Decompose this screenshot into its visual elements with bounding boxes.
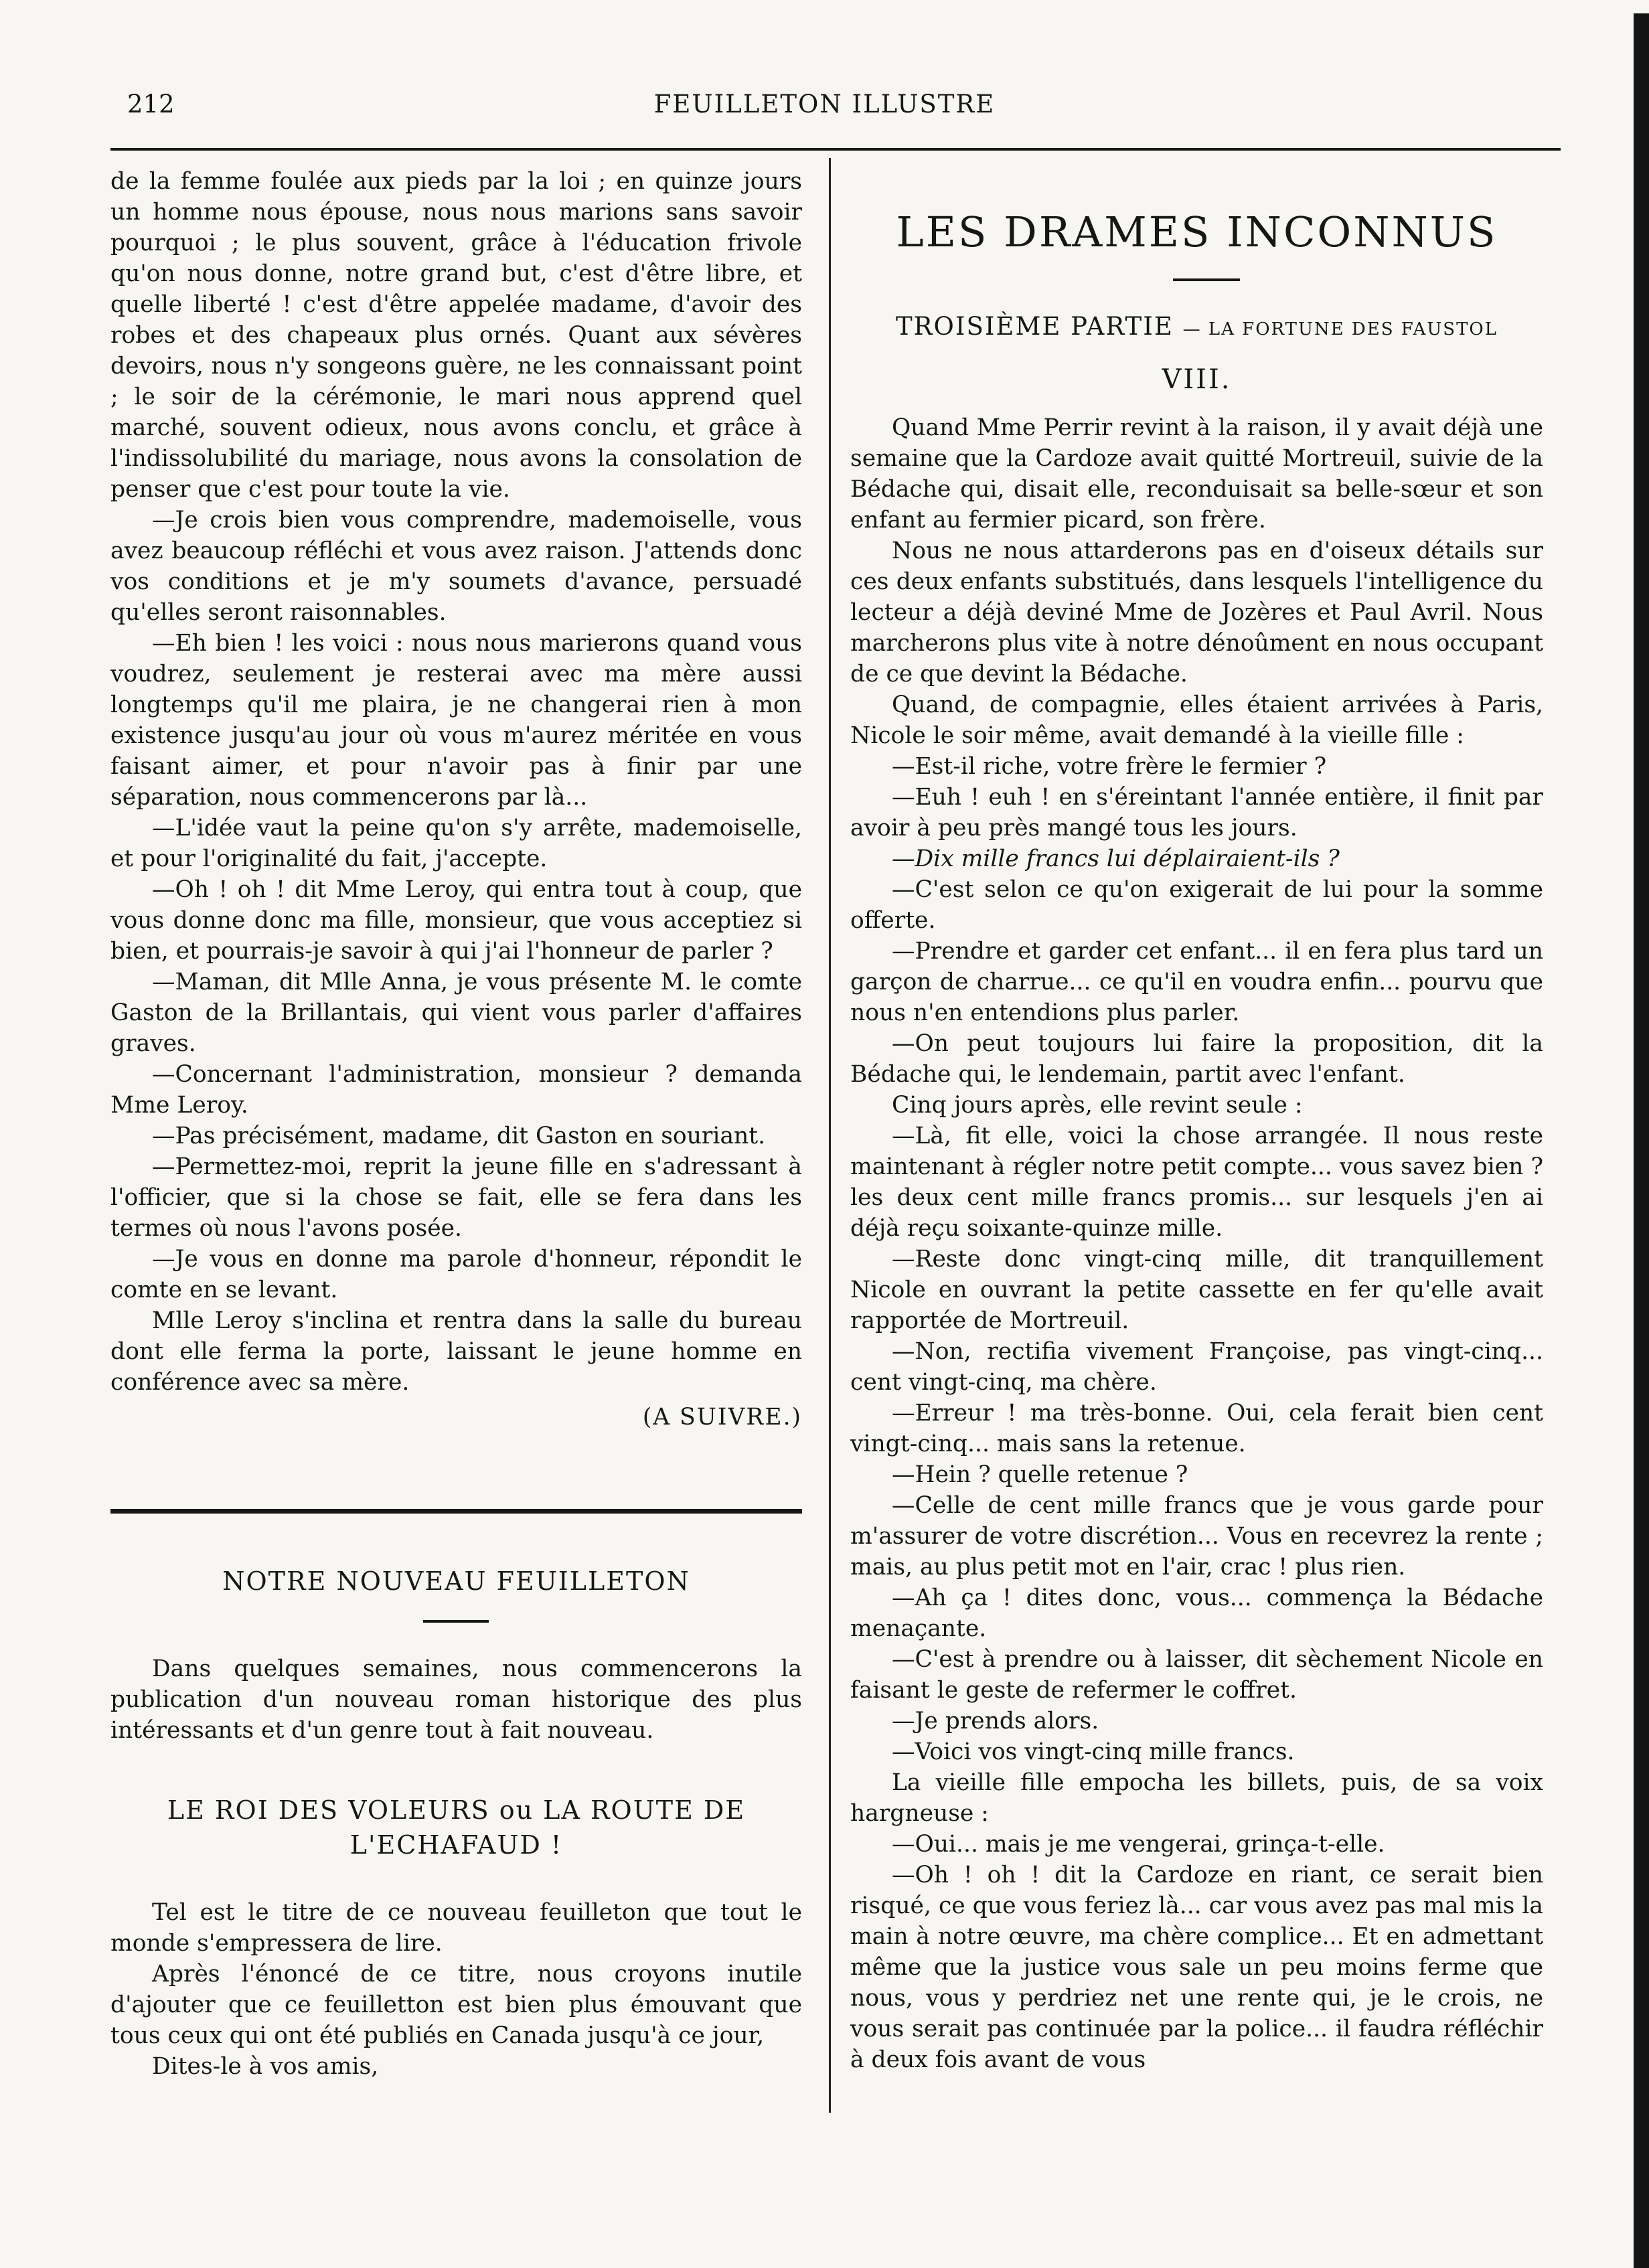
paragraph: —L'idée vaut la peine qu'on s'y arrête, mademoiselle, et pour l'originalité du fait, j'accepte. <box>110 815 802 872</box>
paragraph: Quand Mme Perrir revint à la raison, il y avait déjà une semaine que la Cardoze avait quitté Mortreuil, suivie de la Bédache qui, disait elle, reconduisait sa belle-sœur et son enfant au fermier picard, son frère. <box>850 414 1543 534</box>
paragraph: —Permettez-moi, reprit la jeune fille en s'adressant à l'officier, que si la chose se fait, elle se fera dans les termes où nous l'avons posée. <box>110 1153 802 1242</box>
paragraph: —Maman, dit Mlle Anna, je vous présente M. le comte Gaston de la Brillantais, qui vient vous parler d'affaires graves. <box>110 969 802 1057</box>
notice-title: NOTRE NOUVEAU FEUILLETON <box>222 1566 690 1596</box>
notice-top-rule <box>110 1509 802 1514</box>
page-number: 212 <box>127 90 175 118</box>
left-column-text <box>110 166 802 1433</box>
paragraph: de la femme foulée aux pieds par la loi ; en quinze jours un homme nous épouse, nous nous marions sans savoir pourquoi ; le plus souvent, grâce à l'éducation frivole qu'on nous donne, notre grand but, c'est d'être libre, et quelle liberté ! c'est d'être appelée madame, d'avoir des robes et des chapeaux plus ornés. Quant aux sévères devoirs, nous n'y songeons guère, ne les connaissant point ; le soir de la cérémonie, le mari nous apprend quel marché, souvent odieux, nous avons conclu, et grâce à l'indissolubilité du mariage, nous avons la consolation de penser que c'est pour toute la vie. <box>110 168 802 503</box>
paragraph: —Oui... mais je me vengerai, grinça-t-elle. <box>892 1831 1385 1858</box>
paragraph: —Hein ? quelle retenue ? <box>892 1461 1188 1488</box>
paragraph: —Pas précisément, madame, dit Gaston en souriant. <box>152 1123 766 1149</box>
story-title: LES DRAMES INCONNUS <box>896 208 1498 256</box>
paragraph: —On peut toujours lui faire la proposition, dit la Bédache qui, le lendemain, partit avec l'enfant. <box>850 1030 1543 1088</box>
column-divider <box>829 158 831 2113</box>
paragraph: —Concernant l'administration, monsieur ? demanda Mme Leroy. <box>110 1061 802 1119</box>
paragraph: Nous ne nous attarderons pas en d'oiseux détails sur ces deux enfants substitués, dans lesquels l'intelligence du lecteur a déjà deviné Mme de Jozères et Paul Avril. Nous marcherons plus vite à notre dénoûment en nous occupant de ce que devint la Bédache. <box>850 538 1543 687</box>
notice-title-rule <box>423 1620 489 1623</box>
paragraph: —Je crois bien vous comprendre, mademoiselle, vous avez beaucoup réfléchi et vous avez raison. J'attends donc vos conditions et je m'y soumets d'avance, persuadé qu'elles seront raisonnables. <box>110 507 802 626</box>
paragraph: —Non, rectifia vivement Françoise, pas vingt-cinq... cent vingt-cinq, ma chère. <box>850 1338 1543 1396</box>
paragraph: —Oh ! oh ! dit Mme Leroy, qui entra tout à coup, que vous donne donc ma fille, monsieur, que vous acceptiez si bien, et pourrais-je savoir à qui j'ai l'honneur de parler ? <box>110 876 802 965</box>
paragraph: —Prendre et garder cet enfant... il en fera plus tard un garçon de charrue... ce qu'il en voudra enfin... pourvu que nous n'en entendions plus parler. <box>850 938 1543 1026</box>
paragraph: —Euh ! euh ! en s'éreintant l'année entière, il finit par avoir à peu près mangé tous les jours. <box>850 784 1543 841</box>
chapter-number: VIII. <box>1162 364 1232 395</box>
notice-paragraph: Dites-le à vos amis, <box>152 2053 379 2080</box>
notice-paragraph: Après l'énoncé de ce titre, nous croyons inutile d'ajouter que ce feuilletton est bien plus émouvant que tous ceux qui ont été publiés en Canada jusqu'à ce jour, <box>110 1961 802 2049</box>
paragraph: —Là, fit elle, voici la chose arrangée. Il nous reste maintenant à régler notre petit compte... vous savez bien ? les deux cent mille francs promis... sur lesquels j'en ai déjà reçu soixante-quinze mille. <box>850 1123 1543 1242</box>
notice-intro: Dans quelques semaines, nous commencerons la publication d'un nouveau roman historique des plus intéressants et d'un genre tout à fait nouveau. <box>110 1655 802 1744</box>
notice-paragraph <box>110 1653 802 1746</box>
paragraph: —Oh ! oh ! dit la Cardoze en riant, ce serait bien risqué, ce que vous feriez là... car vous avez pas mal mis la main à notre œuvre, ma chère complice... Et en admettant même que la justice vous sale un peu moins ferme que nous, vous y perdriez net une rente qui, je le crois, ne vous serait pas continuée par la police... il faudra réfléchir à deux fois avant de vous <box>850 1862 1543 2073</box>
paragraph: —C'est à prendre ou à laisser, dit sèchement Nicole en faisant le geste de refermer le coffret. <box>850 1646 1543 1704</box>
running-head: FEUILLETON ILLUSTRE <box>653 90 996 118</box>
part-heading <box>850 312 1543 341</box>
story-title-rule <box>1173 278 1240 281</box>
paragraph: —Erreur ! ma très-bonne. Oui, cela ferait bien cent vingt-cinq... mais sans la retenue. <box>850 1400 1543 1457</box>
paragraph: La vieille fille empocha les billets, puis, de sa voix hargneuse : <box>850 1769 1543 1827</box>
header-rule <box>110 148 1561 151</box>
paragraph: —Eh bien ! les voici : nous nous marierons quand vous voudrez, seulement je resterai avec ma mère aussi longtemps qu'il me plaira, je ne changerai rien à mon existence jusqu'au jour où vous m'aurez méritée en vous faisant aimer, et pour n'avoir pas à finir par une séparation, nous commencerons par là... <box>110 630 802 811</box>
paragraph: —C'est selon ce qu'on exigerait de lui pour la somme offerte. <box>850 876 1543 934</box>
paragraph: —Ah ça ! dites donc, vous... commença la Bédache menaçante. <box>850 1585 1543 1642</box>
paragraph: Mlle Leroy s'inclina et rentra dans la salle du bureau dont elle ferma la porte, laissant le jeune homme en conférence avec sa mère. <box>110 1307 802 1396</box>
part-label: TROISIÈME PARTIE <box>895 312 1174 341</box>
paragraph: Cinq jours après, elle revint seule : <box>892 1092 1303 1119</box>
right-column-text <box>850 412 1543 2075</box>
paragraph: —Est-il riche, votre frère le fermier ? <box>892 753 1327 780</box>
paragraph: —Celle de cent mille francs que je vous garde pour m'assurer de votre discrétion... Vous en recevrez la rente ; mais, au plus petit mot en l'air, crac ! plus rien. <box>850 1492 1543 1581</box>
paragraph: —Dix mille francs lui déplairaient-ils ? <box>892 845 1340 872</box>
part-subtitle: — LA FORTUNE DES FAUSTOL <box>1182 319 1498 339</box>
paragraph: —Je prends alors. <box>892 1708 1099 1734</box>
novel-title: LE ROI DES VOLEURS ou LA ROUTE DE L'ECHAFAUD ! <box>167 1795 746 1860</box>
notice-paragraph: Tel est le titre de ce nouveau feuilleton que tout le monde s'empressera de lire. <box>110 1899 802 1957</box>
to-be-continued: (A SUIVRE.) <box>642 1404 802 1431</box>
paragraph: —Reste donc vingt-cinq mille, dit tranquillement Nicole en ouvrant la petite cassette en fer qu'elle avait rapportée de Mortreuil. <box>850 1246 1543 1334</box>
paragraph: —Je vous en donne ma parole d'honneur, répondit le comte en se levant. <box>110 1246 802 1303</box>
paragraph: Quand, de compagnie, elles étaient arrivées à Paris, Nicole le soir même, avait demandé à la vieille fille : <box>850 692 1543 749</box>
page-edge-shadow <box>1634 13 1649 2268</box>
paragraph: —Voici vos vingt-cinq mille francs. <box>892 1738 1295 1765</box>
notice-body <box>110 1897 802 2082</box>
